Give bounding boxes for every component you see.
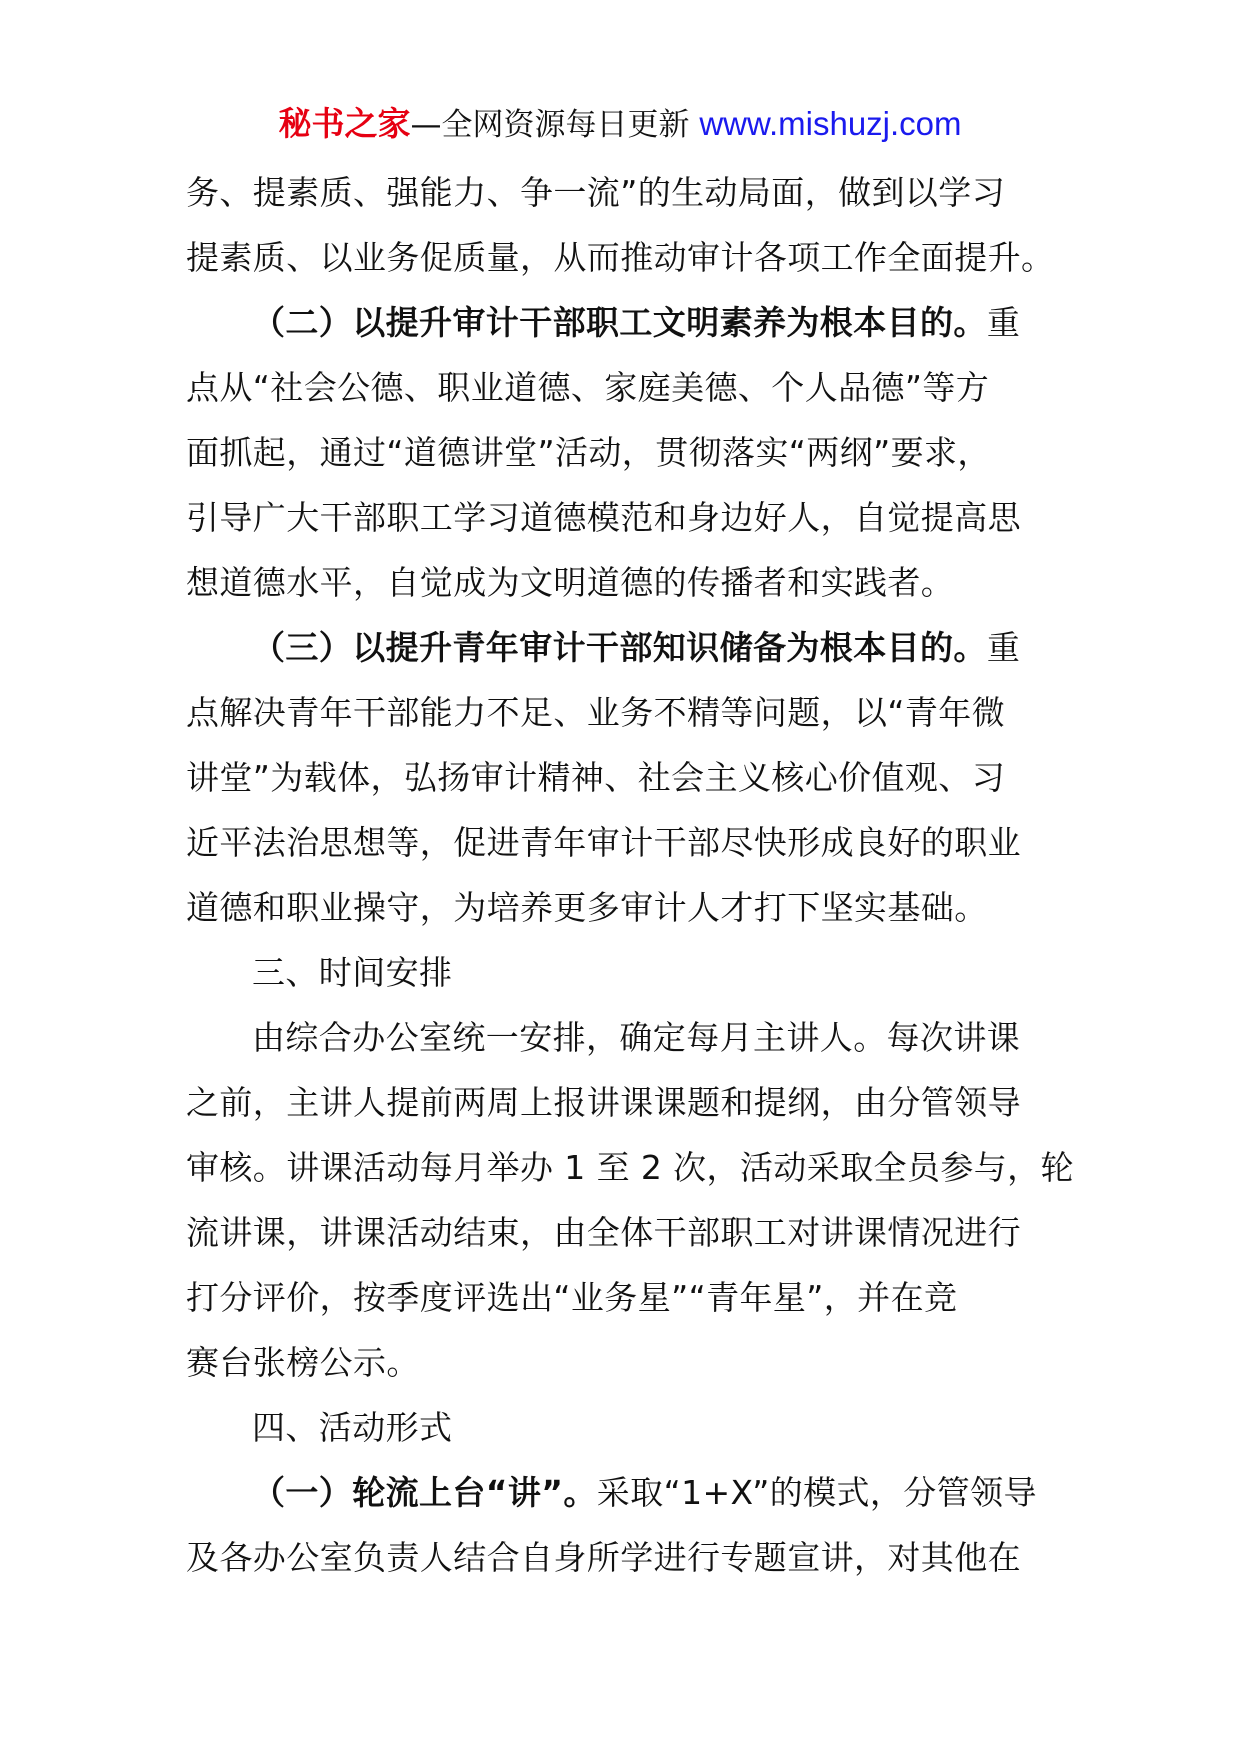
- line-text: 重: [986, 628, 1021, 667]
- brand-name: 秘书之家: [278, 104, 411, 143]
- bold-heading: （一）轮流上台“讲”。: [252, 1473, 597, 1512]
- text-line: [186, 1265, 1066, 1330]
- line-text: 引导广大干部职工学习道德模范和身边好人，自觉提高思: [186, 498, 1021, 537]
- line-text: 点解决青年干部能力不足、业务不精等问题，以“青年微: [186, 693, 1006, 732]
- text-line: [186, 1200, 1066, 1265]
- bold-heading: （三）以提升青年审计干部知识储备为根本目的。: [252, 628, 987, 667]
- text-line: [186, 745, 1066, 810]
- text-line: [186, 290, 1066, 355]
- line-text: 打分评价，按季度评选出“业务星”“青年星”，并在竞: [186, 1278, 958, 1317]
- text-line: [186, 875, 1066, 940]
- text-line: [186, 615, 1066, 680]
- text-line: [186, 355, 1066, 420]
- line-text: 流讲课，讲课活动结束，由全体干部职工对讲课情况进行: [186, 1213, 1021, 1252]
- text-line: [186, 1395, 1066, 1460]
- bold-heading: （二）以提升审计干部职工文明素养为根本目的。: [252, 303, 987, 342]
- line-text: 三、时间安排: [252, 953, 453, 992]
- site-url-link[interactable]: www.mishuzj.com: [699, 105, 962, 142]
- line-text: 务、提素质、强能力、争一流”的生动局面，做到以学习: [186, 173, 1006, 212]
- line-text: 近平法治思想等，促进青年审计干部尽快形成良好的职业: [186, 823, 1021, 862]
- text-line: [186, 1135, 1074, 1200]
- text-line: [186, 160, 1066, 225]
- line-text: 之前，主讲人提前两周上报讲课课题和提纲，由分管领导: [186, 1083, 1021, 1122]
- text-line: [186, 810, 1066, 875]
- line-text: 道德和职业操守，为培养更多审计人才打下坚实基础。: [186, 888, 988, 927]
- text-line: [186, 940, 1066, 1005]
- line-text: 重: [986, 303, 1021, 342]
- line-text: 及各办公室负责人结合自身所学进行专题宣讲，对其他在: [186, 1538, 1021, 1577]
- text-line: [186, 485, 1066, 550]
- line-text: 提素质、以业务促质量，从而推动审计各项工作全面提升。: [186, 238, 1055, 277]
- line-text: 想道德水平，自觉成为文明道德的传播者和实践者。: [186, 563, 955, 602]
- line-text: 面抓起，通过“道德讲堂”活动，贯彻落实“两纲”要求，: [186, 433, 991, 472]
- line-text: 点从“社会公德、职业道德、家庭美德、个人品德”等方: [186, 368, 990, 407]
- text-line: [186, 1460, 1066, 1525]
- text-line: [186, 1525, 1066, 1590]
- line-text: 采取“1+X”的模式，分管领导: [596, 1473, 1037, 1512]
- text-line: [186, 420, 1066, 485]
- text-line: [186, 680, 1066, 745]
- text-line: [186, 550, 1066, 615]
- header-slogan: —全网资源每日更新: [410, 107, 700, 143]
- line-text: 由综合办公室统一安排，确定每月主讲人。每次讲课: [252, 1018, 1021, 1057]
- site-header: [0, 102, 1240, 147]
- text-line: [186, 1005, 1066, 1070]
- line-text: 赛台张榜公示。: [186, 1343, 420, 1382]
- line-text: 四、活动形式: [252, 1408, 453, 1447]
- text-line: [186, 225, 1066, 290]
- text-line: [186, 1330, 1066, 1395]
- line-text: 讲堂”为载体，弘扬审计精神、社会主义核心价值观、习: [186, 758, 1006, 797]
- text-line: [186, 1070, 1066, 1135]
- document-body: [186, 160, 1074, 1590]
- line-text: 审核。讲课活动每月举办 1 至 2 次，活动采取全员参与，轮: [186, 1148, 1074, 1187]
